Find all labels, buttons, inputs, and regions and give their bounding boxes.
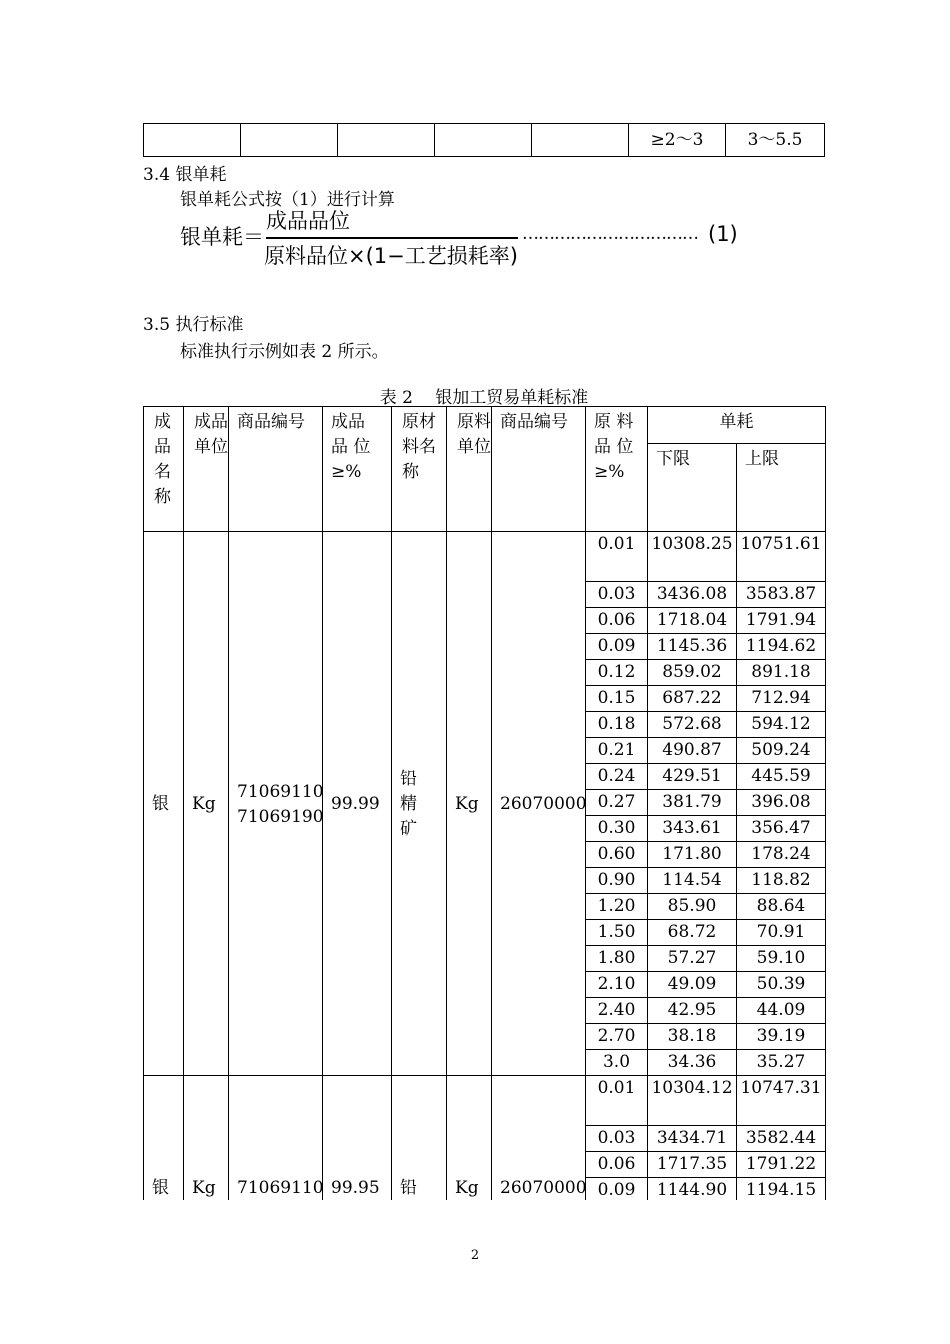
- raw-grade-cell: 0.09: [586, 1178, 648, 1201]
- table-cell: 3～5.5: [726, 124, 825, 157]
- product-code-cell: 71069110 71069190: [229, 532, 323, 1076]
- lower-limit-cell: 34.36: [648, 1050, 737, 1076]
- raw-material-name-cell: 铅精矿: [392, 532, 447, 1076]
- lower-limit-cell: 114.54: [648, 868, 737, 894]
- raw-grade-cell: 0.15: [586, 686, 648, 712]
- raw-grade-cell: 1.20: [586, 894, 648, 920]
- table-row: [144, 1076, 826, 1126]
- lower-limit-cell: 85.90: [648, 894, 737, 920]
- formula-denominator: 原料品位×(1−工艺损耗率): [264, 244, 518, 268]
- upper-limit-cell: 70.91: [737, 920, 826, 946]
- table-row: [144, 532, 826, 582]
- upper-limit-cell: 3582.44: [737, 1126, 826, 1152]
- raw-grade-cell: 0.60: [586, 842, 648, 868]
- upper-limit-cell: 35.27: [737, 1050, 826, 1076]
- section-heading-3-4: 3.4 银单耗: [143, 165, 227, 185]
- product-unit-cell: Kg: [184, 532, 229, 1076]
- formula-lhs: 银单耗＝: [180, 225, 264, 249]
- raw-grade-cell: 0.06: [586, 1152, 648, 1178]
- table-viewport: [143, 406, 827, 1200]
- upper-limit-cell: 10747.31: [737, 1076, 826, 1126]
- fraction-bar: [266, 237, 518, 239]
- table-cell: [435, 124, 532, 157]
- table-cell: [532, 124, 629, 157]
- table-cell: ≥2～3: [629, 124, 726, 157]
- header-lower-limit: 下限: [648, 444, 737, 532]
- raw-unit-cell: Kg: [447, 1076, 492, 1201]
- upper-limit-cell: 10751.61: [737, 532, 826, 582]
- formula-numerator: 成品品位: [266, 209, 350, 233]
- product-code-cell: 71069110: [229, 1076, 323, 1201]
- header-upper-limit: 上限: [737, 444, 826, 532]
- lower-limit-cell: 10308.25: [648, 532, 737, 582]
- upper-limit-cell: 3583.87: [737, 582, 826, 608]
- lower-limit-cell: 1144.90: [648, 1178, 737, 1201]
- upper-limit-cell: 178.24: [737, 842, 826, 868]
- raw-grade-cell: 0.03: [586, 1126, 648, 1152]
- raw-grade-cell: 2.10: [586, 972, 648, 998]
- product-name-cell: 银: [144, 1076, 184, 1201]
- header-consumption: 单耗: [648, 407, 826, 444]
- lower-limit-cell: 171.80: [648, 842, 737, 868]
- lower-limit-cell: 381.79: [648, 790, 737, 816]
- upper-limit-cell: 44.09: [737, 998, 826, 1024]
- raw-grade-cell: 0.06: [586, 608, 648, 634]
- product-name-cell: 银: [144, 532, 184, 1076]
- header-product-grade: 成品 品 位 ≥%: [323, 407, 392, 532]
- previous-table-fragment: [143, 123, 825, 157]
- lower-limit-cell: 572.68: [648, 712, 737, 738]
- section-3-4-intro: 银单耗公式按（1）进行计算: [180, 190, 395, 210]
- lower-limit-cell: 1717.35: [648, 1152, 737, 1178]
- lower-limit-cell: 1145.36: [648, 634, 737, 660]
- raw-grade-cell: 3.0: [586, 1050, 648, 1076]
- upper-limit-cell: 891.18: [737, 660, 826, 686]
- raw-unit-cell: Kg: [447, 532, 492, 1076]
- raw-grade-cell: 0.21: [586, 738, 648, 764]
- upper-limit-cell: 712.94: [737, 686, 826, 712]
- upper-limit-cell: 88.64: [737, 894, 826, 920]
- upper-limit-cell: 39.19: [737, 1024, 826, 1050]
- upper-limit-cell: 1791.94: [737, 608, 826, 634]
- equation-number: (1): [708, 222, 738, 246]
- raw-grade-cell: 0.12: [586, 660, 648, 686]
- lower-limit-cell: 68.72: [648, 920, 737, 946]
- raw-grade-cell: 0.30: [586, 816, 648, 842]
- table-caption: 表 2 银加工贸易单耗标准: [379, 388, 589, 408]
- lower-limit-cell: 49.09: [648, 972, 737, 998]
- header-raw-grade: 原 料 品 位 ≥%: [586, 407, 648, 532]
- raw-grade-cell: 2.40: [586, 998, 648, 1024]
- raw-code-cell: 26070000: [492, 1076, 586, 1201]
- header-raw-code: 商品编号: [492, 407, 586, 532]
- table-cell: [241, 124, 338, 157]
- table-cell: [144, 124, 241, 157]
- upper-limit-cell: 1194.62: [737, 634, 826, 660]
- upper-limit-cell: 118.82: [737, 868, 826, 894]
- lower-limit-cell: 3436.08: [648, 582, 737, 608]
- lower-limit-cell: 1718.04: [648, 608, 737, 634]
- upper-limit-cell: 50.39: [737, 972, 826, 998]
- section-heading-3-5: 3.5 执行标准: [143, 315, 244, 335]
- upper-limit-cell: 445.59: [737, 764, 826, 790]
- raw-grade-cell: 0.27: [586, 790, 648, 816]
- product-grade-cell: 99.99: [323, 532, 392, 1076]
- raw-grade-cell: 0.90: [586, 868, 648, 894]
- formula-leader-dots: ……………………………: [522, 224, 698, 244]
- upper-limit-cell: 59.10: [737, 946, 826, 972]
- table-cell: [338, 124, 435, 157]
- lower-limit-cell: 490.87: [648, 738, 737, 764]
- lower-limit-cell: 57.27: [648, 946, 737, 972]
- header-raw-name: 原材料名称: [392, 407, 447, 532]
- raw-grade-cell: 1.50: [586, 920, 648, 946]
- lower-limit-cell: 859.02: [648, 660, 737, 686]
- raw-grade-cell: 1.80: [586, 946, 648, 972]
- product-unit-cell: Kg: [184, 1076, 229, 1201]
- raw-grade-cell: 0.01: [586, 532, 648, 582]
- lower-limit-cell: 10304.12: [648, 1076, 737, 1126]
- header-product-code: 商品编号: [229, 407, 323, 532]
- header-raw-unit: 原料单位: [447, 407, 492, 532]
- lower-limit-cell: 429.51: [648, 764, 737, 790]
- raw-code-cell: 26070000: [492, 532, 586, 1076]
- product-grade-cell: 99.95: [323, 1076, 392, 1201]
- section-3-5-intro: 标准执行示例如表 2 所示。: [180, 342, 389, 362]
- lower-limit-cell: 3434.71: [648, 1126, 737, 1152]
- upper-limit-cell: 1791.22: [737, 1152, 826, 1178]
- raw-grade-cell: 0.09: [586, 634, 648, 660]
- upper-limit-cell: 396.08: [737, 790, 826, 816]
- lower-limit-cell: 687.22: [648, 686, 737, 712]
- header-product-unit: 成品单位: [184, 407, 229, 532]
- lower-limit-cell: 42.95: [648, 998, 737, 1024]
- header-product-name: 成品名称: [144, 407, 184, 532]
- lower-limit-cell: 343.61: [648, 816, 737, 842]
- raw-grade-cell: 0.18: [586, 712, 648, 738]
- upper-limit-cell: 1194.15: [737, 1178, 826, 1201]
- raw-grade-cell: 0.03: [586, 582, 648, 608]
- page-number: 2: [470, 1248, 480, 1263]
- raw-grade-cell: 0.01: [586, 1076, 648, 1126]
- raw-grade-cell: 2.70: [586, 1024, 648, 1050]
- upper-limit-cell: 509.24: [737, 738, 826, 764]
- lower-limit-cell: 38.18: [648, 1024, 737, 1050]
- raw-grade-cell: 0.24: [586, 764, 648, 790]
- upper-limit-cell: 594.12: [737, 712, 826, 738]
- upper-limit-cell: 356.47: [737, 816, 826, 842]
- silver-consumption-table: [143, 406, 826, 1200]
- raw-material-name-cell: 铅: [392, 1076, 447, 1201]
